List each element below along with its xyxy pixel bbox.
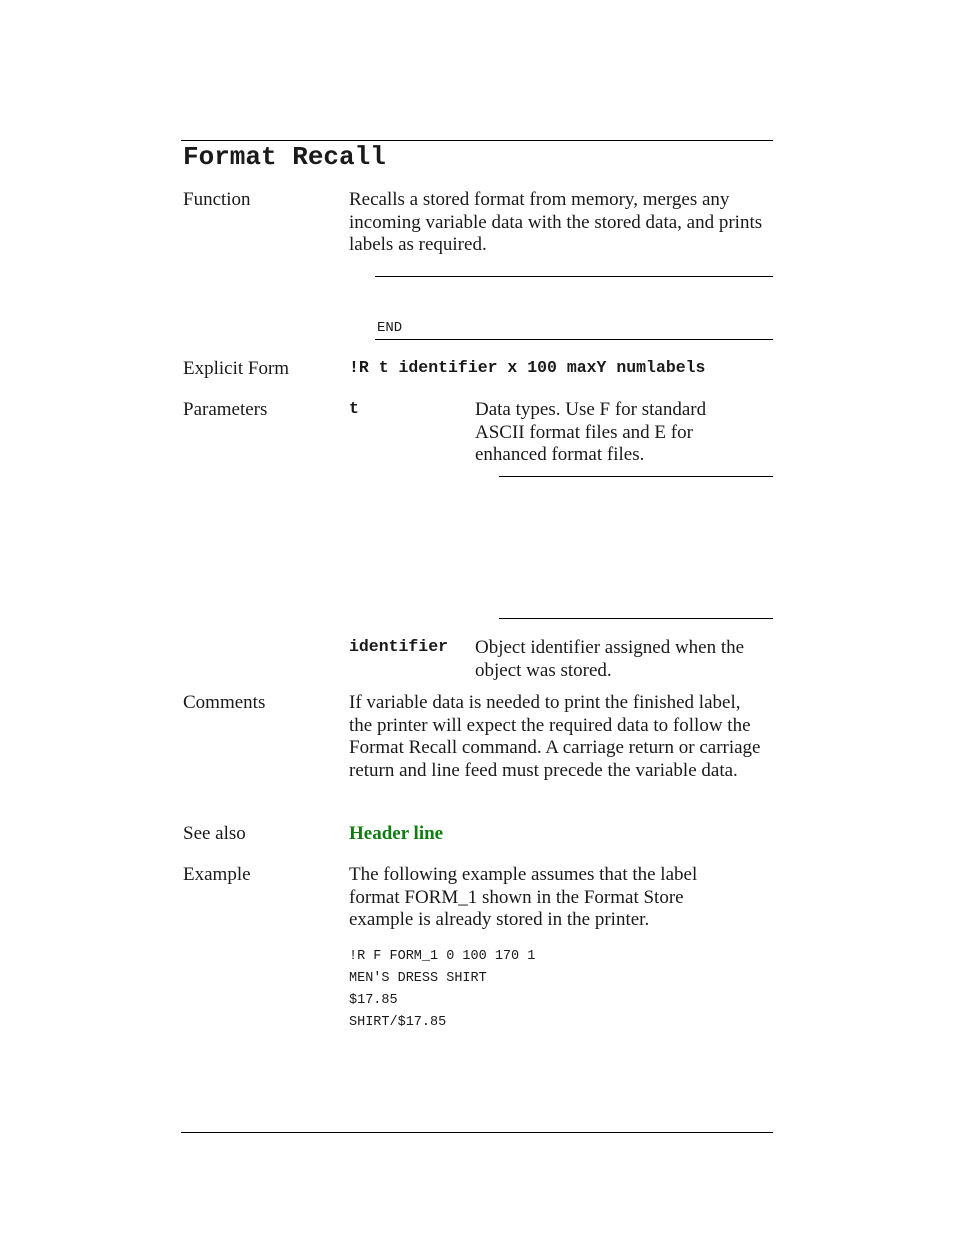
example-code-block: [349, 946, 535, 1034]
code-line: MEN'S DRESS SHIRT: [349, 971, 487, 986]
top-rule: [181, 140, 773, 141]
code-line: $17.85: [349, 993, 398, 1008]
parameter-description: Object identifier assigned when the object was stored.: [475, 637, 745, 681]
example-text: The following example assumes that the label format FORM_1 shown in the Format Store example is already stored in the printer.: [349, 864, 698, 930]
parameter-description: Data types. Use F for standard ASCII format files and E for enhanced format files.: [475, 399, 707, 465]
bottom-rule: [181, 1132, 773, 1133]
comments-text: If variable data is needed to print the finished label, the printer will expect the required data to follow the Format Recall command. A carriage return or carriage return and line feed must precede the variable data.: [349, 692, 761, 781]
parameter-name: identifier: [349, 637, 449, 656]
function-label: Function: [183, 189, 251, 210]
note-end-marker: END: [377, 320, 403, 336]
param-note-top-rule: [499, 476, 773, 477]
function-text: Recalls a stored format from memory, merges any incoming variable data with the stored data, and prints labels as required.: [349, 189, 763, 255]
explicit-form-label: Explicit Form: [183, 358, 290, 379]
note-bottom-rule: [375, 339, 773, 340]
explicit-form-syntax: !R t identifier x 100 maxY numlabels: [349, 358, 706, 377]
code-line: !R F FORM_1 0 100 170 1: [349, 949, 536, 964]
code-line: SHIRT/$17.85: [349, 1015, 447, 1030]
example-label: Example: [183, 864, 251, 885]
parameters-label: Parameters: [183, 399, 268, 420]
param-note-bottom-rule: [499, 618, 773, 619]
see-also-label: See also: [183, 823, 246, 844]
page-title: Format Recall: [183, 142, 386, 172]
header-line-link[interactable]: Header line: [349, 823, 444, 844]
parameter-name: t: [349, 399, 359, 418]
note-top-rule: [375, 276, 773, 277]
comments-label: Comments: [183, 692, 266, 713]
